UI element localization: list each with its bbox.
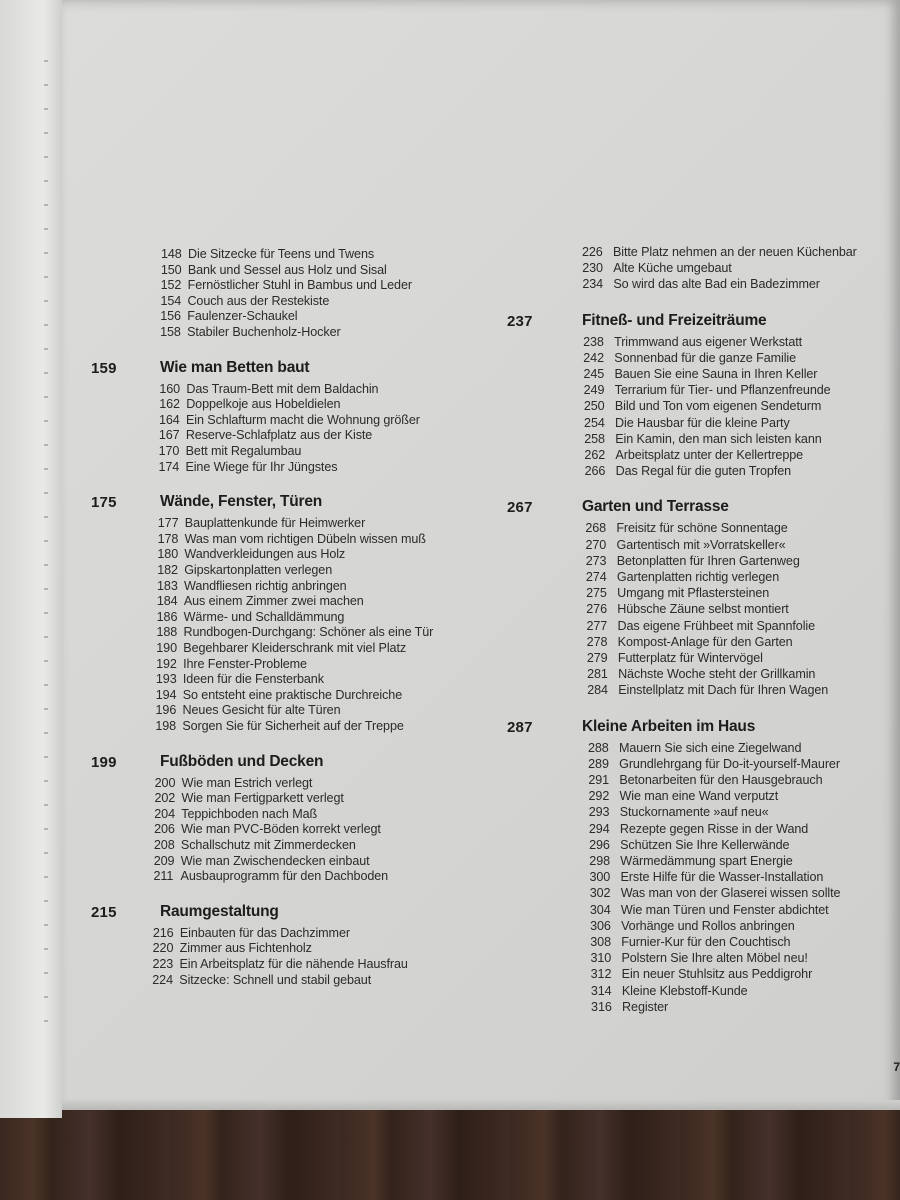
entry-title: Umgang mit Pflastersteinen	[617, 586, 770, 601]
entry-title: Vorhänge und Rollos anbringen	[621, 918, 795, 933]
entry-title: Ausbauprogramm für den Dachboden	[180, 869, 389, 884]
entry-title: Wie man PVC-Böden korrekt verlegt	[181, 822, 381, 837]
entry-page-number: 224	[152, 972, 173, 987]
entry-title: So entsteht eine praktische Durchreiche	[182, 687, 403, 702]
entry-title: Rundbogen-Durchgang: Schöner als eine Tür	[183, 625, 434, 640]
toc-entry	[154, 807, 317, 821]
toc-entry	[157, 594, 364, 608]
toc-entry	[588, 773, 822, 787]
entry-page-number: 308	[590, 935, 611, 949]
entry-page-number: 178	[157, 531, 179, 546]
toc-entry	[590, 870, 824, 884]
entry-page-number: 288	[587, 740, 609, 755]
entry-page-number: 209	[153, 853, 175, 868]
entry-page-number: 186	[156, 609, 178, 624]
toc-entry	[157, 579, 347, 593]
entry-page-number: 180	[157, 547, 179, 562]
entry-title: Kleine Klebstoff-Kunde	[621, 983, 748, 998]
toc-entry	[160, 325, 341, 339]
toc-entry	[154, 822, 381, 836]
entry-title: Stabiler Buchenholz-Hocker	[187, 325, 341, 339]
toc-entry	[156, 641, 406, 655]
entry-title: Bitte Platz nehmen an der neuen Küchenbar	[613, 245, 857, 259]
entry-page-number: 167	[158, 428, 180, 443]
entry-title: Sorgen Sie für Sicherheit auf der Treppe	[182, 719, 404, 733]
entry-page-number: 312	[590, 967, 612, 982]
entry-title: Was man von der Glaserei wissen sollte	[620, 886, 841, 901]
toc-entry	[156, 625, 433, 639]
toc-entry	[161, 263, 387, 277]
toc-entry	[159, 428, 372, 442]
entry-title: Teppichboden nach Maß	[181, 806, 318, 821]
toc-entry	[587, 667, 815, 681]
section-number: 287	[507, 718, 533, 736]
toc-entry	[159, 382, 378, 396]
toc-entry	[157, 547, 345, 561]
entry-page-number: 254	[584, 415, 605, 430]
toc-entry	[154, 838, 356, 852]
toc-entry	[155, 719, 403, 733]
contents-page	[62, 0, 900, 1110]
section-title: Fußböden und Decken	[160, 752, 324, 770]
toc-entry	[156, 657, 307, 671]
entry-title: Wie man Türen und Fenster abdichtet	[620, 902, 829, 917]
entry-title: Betonarbeiten für den Hausgebrauch	[619, 773, 823, 787]
entry-page-number: 223	[152, 957, 174, 971]
entry-title: Stuckornamente »auf neu«	[619, 805, 769, 820]
entry-title: Eine Wiege für Ihr Jüngstes	[185, 459, 338, 474]
section-number: 199	[91, 753, 117, 771]
toc-entry	[588, 741, 801, 755]
toc-entry	[154, 791, 343, 805]
toc-entry	[157, 610, 345, 624]
toc-entry	[155, 776, 313, 790]
entry-title: Bild und Ton vom eigenen Sendeturm	[614, 399, 822, 414]
toc-entry	[591, 967, 813, 981]
entry-page-number: 284	[587, 683, 608, 698]
section-title: Raumgestaltung	[160, 902, 279, 920]
entry-title: Wie man Fertigparkett verlegt	[181, 791, 344, 806]
entry-page-number: 204	[154, 806, 175, 821]
toc-entry	[160, 309, 297, 323]
entry-title: Bauen Sie eine Sauna in Ihren Keller	[614, 367, 818, 381]
entry-page-number: 194	[155, 687, 177, 702]
table-surface	[0, 1095, 900, 1200]
toc-entry	[591, 984, 748, 998]
entry-page-number: 226	[582, 245, 603, 259]
entry-title: Bank und Sessel aus Holz und Sisal	[187, 262, 387, 277]
entry-title: So wird das alte Bad ein Badezimmer	[613, 277, 820, 292]
entry-title: Wärme- und Schalldämmung	[183, 609, 345, 624]
toc-entry	[583, 367, 817, 381]
entry-title: Grundlehrgang für Do-it-yourself-Maurer	[619, 756, 840, 771]
entry-title: Alte Küche umgebaut	[613, 261, 732, 276]
entry-page-number: 162	[159, 397, 180, 412]
entry-title: Register	[622, 999, 669, 1014]
section-title: Kleine Arbeiten im Haus	[582, 717, 756, 735]
entry-title: Couch aus der Restekiste	[187, 293, 330, 308]
toc-entry	[584, 448, 803, 462]
section-number: 215	[91, 903, 117, 921]
entry-page-number: 148	[161, 247, 182, 261]
section-title: Wie man Betten baut	[160, 358, 310, 376]
toc-entry	[588, 757, 840, 771]
toc-entry	[584, 432, 821, 446]
entry-page-number: 266	[584, 464, 606, 479]
section-title: Garten und Terrasse	[582, 498, 729, 516]
entry-title: Ein neuer Stuhlsitz aus Peddigrohr	[621, 967, 813, 982]
entry-title: Wie man eine Wand verputzt	[619, 789, 779, 804]
toc-entry	[587, 635, 793, 649]
entry-page-number: 183	[157, 578, 178, 593]
entry-page-number: 289	[588, 756, 609, 771]
entry-page-number: 306	[590, 918, 611, 933]
entry-page-number: 277	[586, 618, 608, 633]
left-page-edge	[0, 0, 62, 1118]
toc-entry	[158, 460, 337, 474]
entry-title: Sitzecke: Schnell und stabil gebaut	[179, 972, 372, 987]
entry-page-number: 216	[152, 925, 174, 940]
entry-title: Gartenplatten richtig verlegen	[616, 570, 780, 584]
entry-page-number: 202	[154, 791, 176, 806]
toc-entry	[153, 941, 312, 955]
toc-entry	[156, 688, 402, 702]
toc-entry	[587, 651, 763, 665]
toc-entry	[589, 838, 789, 852]
entry-page-number: 220	[152, 941, 174, 956]
section-number: 267	[507, 499, 533, 517]
entry-page-number: 274	[585, 570, 607, 584]
entry-page-number: 279	[586, 651, 608, 665]
entry-page-number: 304	[589, 902, 611, 917]
entry-title: Polstern Sie Ihre alten Möbel neu!	[621, 951, 808, 966]
entry-title: Das Regal für die guten Tropfen	[615, 464, 792, 479]
entry-title: Trimmwand aus eigener Werkstatt	[614, 334, 803, 349]
entry-title: Bett mit Regalumbau	[185, 444, 302, 458]
entry-page-number: 310	[590, 951, 612, 966]
toc-entry	[591, 1000, 668, 1014]
entry-page-number: 278	[586, 634, 608, 649]
entry-title: Die Sitzecke für Teens und Twens	[188, 247, 375, 261]
entry-page-number: 258	[584, 431, 605, 446]
entry-page-number: 249	[583, 383, 605, 398]
entry-title: Die Hausbar für die kleine Party	[615, 415, 790, 430]
toc-entry	[586, 570, 779, 584]
entry-title: Erste Hilfe für die Wasser-Installation	[620, 870, 824, 885]
entry-title: Mauern Sie sich eine Ziegelwand	[618, 740, 802, 755]
toc-entry	[584, 383, 831, 397]
toc-entry	[583, 335, 802, 349]
entry-page-number: 314	[590, 983, 612, 998]
toc-entry	[590, 951, 807, 965]
entry-page-number: 292	[588, 789, 610, 804]
toc-entry	[584, 399, 821, 413]
entry-page-number: 270	[585, 537, 607, 552]
entry-page-number: 152	[160, 278, 182, 293]
entry-page-number: 170	[158, 444, 180, 458]
section-number: 237	[507, 312, 533, 330]
toc-entry	[152, 957, 407, 971]
toc-entry	[586, 619, 815, 633]
entry-page-number: 238	[583, 334, 604, 349]
binding-stitches	[44, 60, 48, 1040]
entry-page-number: 300	[589, 870, 611, 885]
toc-entry	[152, 973, 371, 987]
toc-entry	[582, 261, 732, 275]
toc-entry	[156, 703, 341, 717]
toc-entry	[159, 413, 420, 427]
toc-entry	[582, 277, 820, 291]
entry-title: Das eigene Frühbeet mit Spannfolie	[617, 618, 815, 633]
entry-page-number: 182	[157, 563, 178, 577]
toc-entry	[154, 869, 389, 883]
section-number: 159	[91, 359, 117, 377]
entry-title: Rezepte gegen Risse in der Wand	[619, 821, 809, 836]
entry-title: Bauplattenkunde für Heimwerker	[184, 516, 366, 531]
entry-page-number: 302	[589, 886, 611, 901]
entry-title: Freisitz für schöne Sonnentage	[616, 521, 788, 536]
entry-title: Furnier-Kur für den Couchtisch	[621, 935, 791, 949]
entry-page-number: 245	[583, 367, 605, 381]
entry-title: Futterplatz für Wintervögel	[617, 651, 763, 665]
entry-page-number: 192	[156, 656, 177, 671]
toc-entry	[590, 886, 841, 900]
toc-entry	[158, 532, 426, 546]
entry-page-number: 273	[585, 553, 607, 568]
entry-page-number: 188	[156, 625, 178, 640]
entry-title: Schallschutz mit Zimmerdecken	[180, 838, 356, 852]
entry-page-number: 158	[160, 325, 181, 339]
toc-entry	[587, 683, 828, 697]
entry-page-number: 206	[154, 822, 175, 837]
toc-entry	[160, 294, 329, 308]
entry-page-number: 281	[587, 667, 608, 682]
entry-page-number: 193	[155, 672, 177, 687]
toc-entry	[585, 464, 791, 478]
entry-title: Das Traum-Bett mit dem Baldachin	[186, 381, 379, 396]
entry-page-number: 208	[153, 838, 175, 852]
entry-title: Einstellplatz mit Dach für Ihren Wagen	[618, 683, 829, 698]
entry-page-number: 154	[160, 293, 182, 308]
entry-page-number: 296	[589, 837, 610, 852]
entry-title: Ideen für die Fensterbank	[182, 672, 324, 687]
entry-page-number: 298	[589, 854, 611, 868]
toc-entry	[582, 245, 857, 259]
page-bottom-edge	[62, 1100, 900, 1110]
entry-title: Begehbarer Kleiderschrank mit viel Platz	[183, 641, 407, 655]
toc-entry	[590, 935, 790, 949]
toc-entry	[586, 586, 769, 600]
toc-entry	[589, 805, 769, 819]
entry-title: Ihre Fenster-Probleme	[183, 656, 307, 671]
entry-title: Sonnenbad für die ganze Familie	[614, 350, 796, 365]
entry-title: Wie man Zwischendecken einbaut	[180, 853, 370, 868]
entry-page-number: 211	[153, 869, 174, 884]
entry-page-number: 150	[160, 262, 182, 277]
page-number: 7	[893, 1060, 900, 1074]
entry-title: Gipskartonplatten verlegen	[184, 563, 333, 577]
toc-entry	[153, 926, 350, 940]
entry-page-number: 275	[586, 586, 607, 601]
entry-page-number: 276	[586, 602, 607, 617]
entry-page-number: 234	[582, 277, 604, 292]
entry-page-number: 164	[159, 412, 180, 427]
toc-entry	[159, 444, 302, 458]
entry-title: Gartentisch mit »Vorratskeller«	[616, 537, 786, 552]
entry-page-number: 250	[583, 399, 605, 414]
entry-title: Wandfliesen richtig anbringen	[184, 578, 347, 593]
entry-page-number: 177	[157, 516, 179, 531]
entry-title: Wie man Estrich verlegt	[181, 775, 313, 790]
toc-entry	[589, 822, 808, 836]
entry-title: Ein Schlafturm macht die Wohnung größer	[186, 412, 420, 427]
entry-title: Was man vom richtigen Dübeln wissen muß	[184, 531, 426, 546]
entry-title: Fernöstlicher Stuhl in Bambus und Leder	[187, 278, 412, 293]
entry-title: Einbauten für das Dachzimmer	[179, 925, 350, 940]
entry-title: Kompost-Anlage für den Garten	[617, 634, 793, 649]
entry-title: Aus einem Zimmer zwei machen	[183, 594, 364, 609]
entry-title: Schützen Sie Ihre Kellerwände	[620, 837, 790, 852]
entry-page-number: 184	[156, 594, 178, 609]
entry-page-number: 190	[156, 641, 177, 655]
toc-entry	[583, 351, 796, 365]
entry-title: Nächste Woche steht der Grillkamin	[618, 667, 816, 682]
entry-page-number: 230	[582, 261, 603, 276]
toc-entry	[157, 563, 332, 577]
entry-title: Ein Kamin, den man sich leisten kann	[615, 431, 822, 446]
entry-page-number: 174	[158, 459, 180, 474]
entry-title: Reserve-Schlafplatz aus der Kiste	[185, 428, 373, 443]
entry-page-number: 242	[583, 350, 604, 365]
entry-page-number: 294	[588, 821, 610, 836]
entry-title: Doppelkoje aus Hobeldielen	[186, 397, 341, 412]
entry-title: Wärmedämmung spart Energie	[620, 854, 793, 868]
entry-title: Arbeitsplatz unter der Kellertreppe	[615, 448, 804, 462]
entry-title: Faulenzer-Schaukel	[187, 309, 298, 324]
toc-entry	[154, 854, 370, 868]
entry-page-number: 293	[588, 805, 610, 820]
toc-entry	[161, 247, 374, 261]
toc-entry	[586, 538, 786, 552]
entry-page-number: 200	[154, 775, 176, 790]
entry-title: Neues Gesicht für alte Türen	[182, 703, 341, 718]
entry-title: Hübsche Zäune selbst montiert	[617, 602, 789, 617]
section-title: Wände, Fenster, Türen	[160, 493, 323, 511]
toc-entry	[589, 789, 779, 803]
entry-title: Wandverkleidungen aus Holz	[184, 547, 346, 562]
toc-entry	[156, 672, 324, 686]
entry-title: Terrarium für Tier- und Pflanzenfreunde	[614, 383, 831, 398]
entry-title: Betonplatten für Ihren Gartenweg	[616, 553, 800, 568]
entry-page-number: 268	[585, 521, 607, 536]
entry-title: Ein Arbeitsplatz für die nähende Hausfrau	[179, 957, 408, 971]
entry-page-number: 196	[155, 703, 177, 718]
toc-entry	[585, 521, 787, 535]
entry-page-number: 198	[155, 719, 177, 733]
entry-title: Zimmer aus Fichtenholz	[179, 941, 312, 956]
entry-page-number: 262	[584, 448, 606, 462]
entry-page-number: 160	[159, 381, 181, 396]
toc-entry	[590, 903, 829, 917]
toc-entry	[584, 416, 790, 430]
toc-entry	[589, 854, 792, 868]
section-title: Fitneß- und Freizeiträume	[582, 311, 767, 329]
toc-entry	[158, 516, 365, 530]
toc-entry	[159, 397, 340, 411]
entry-page-number: 316	[591, 999, 612, 1014]
toc-entry	[586, 554, 800, 568]
entry-page-number: 291	[588, 773, 610, 787]
section-number: 175	[91, 494, 117, 512]
entry-page-number: 156	[160, 309, 181, 324]
toc-entry	[586, 602, 788, 616]
toc-entry	[161, 278, 412, 292]
toc-entry	[590, 919, 795, 933]
